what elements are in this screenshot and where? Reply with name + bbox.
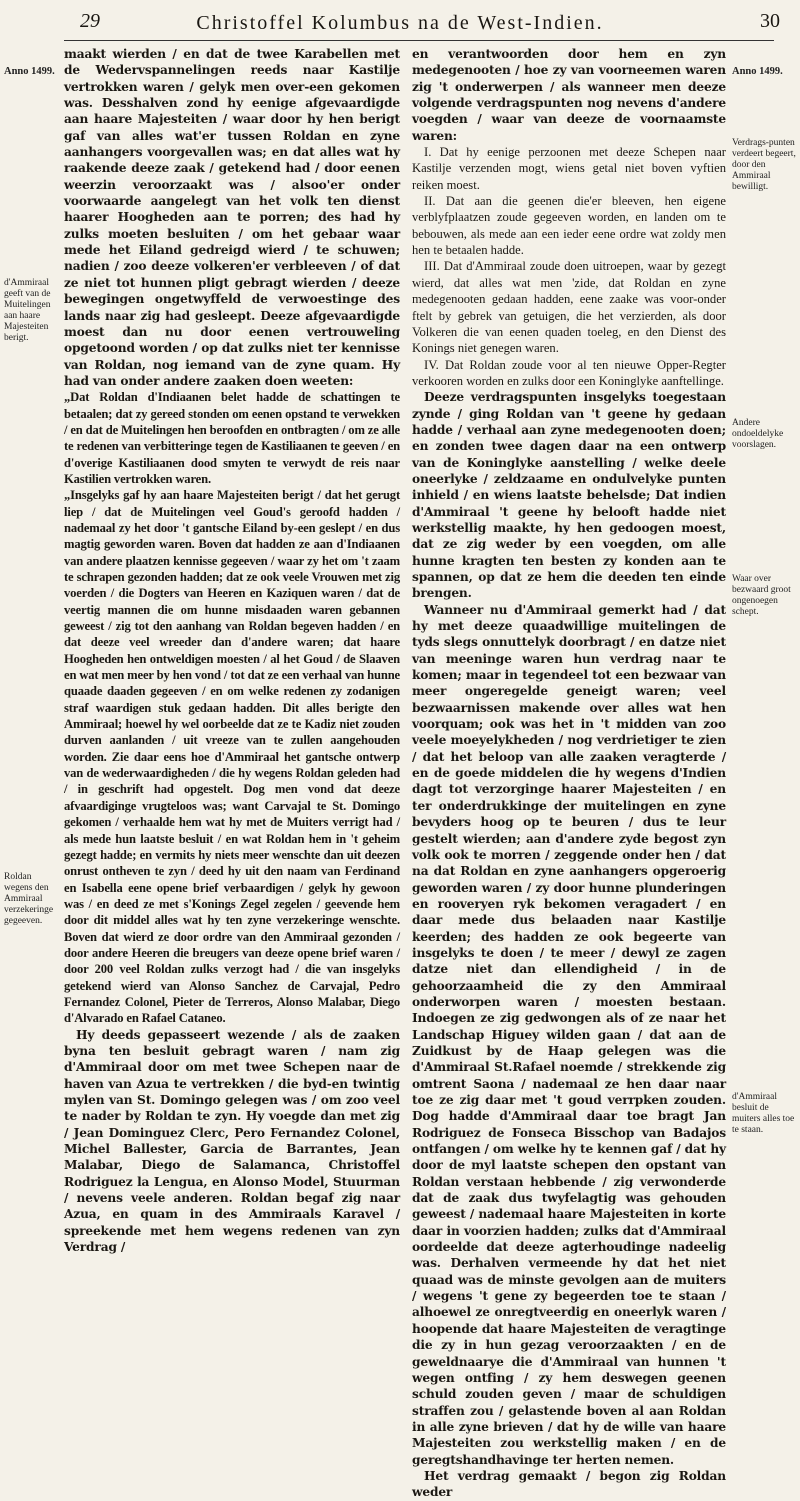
margin-note-left-2: Roldan wegens den Ammiraal verzekeringe gegeeven. [4,872,54,926]
margin-note-right-2: Andere ondoeldelyke voorslagen. [732,418,784,450]
right-paragraph: en verantwoorden door hem en zyn medegenooten / hoe zy van voorneemen waren zig 't onderwerpen / als wanneer men deeze volgende verdragspunten nog nevens d'andere voegden / waar van deeze de voornaamste waren: [412,47,726,143]
running-title: Christoffel Kolumbus na de West-Indien. [196,12,604,34]
margin-note-right-3: Waar over bezwaard groot ongenoegen schept. [732,574,791,617]
right-paragraph: Deeze verdragspunten insgelyks toegestaan zynde / ging Roldan van 't geene hy gedaan hadde / verhaal aan zyne medegenooten doen; en zonden twee dagen daar na een ontwerp van de Koninglyke aanstelling / welke deele oneerlyke / zeldzaame en ondulvelyke punten inhield / en wiens laatste behelsde; Dat indien d'Ammiraal 't geene hy belooft hadde niet werkstellig maakte, hy hen gedoogen moest, dat ze zig weder by een voegden, om alle hunne kragten ten besten zy konden aan te spannen, op dat ze hem die deeden ten einde brengen. [412,390,726,601]
margin-note-right-1: Verdrags-punten verdeert begeert, door den Ammiraal bewilligt. [732,138,796,192]
article-3: III. Dat d'Ammiraal zoude doen uitroepen, waar by gezegt wierd, dat alles wat men 'zide, dat Roldan en zyne medegenooten gedaan hadden, eene zaake was voor-onder ftelt by gebrek van getuigen, die het verzierden, als door Volkeren die van eenen quaden toeleg, en den Dienst des Konings niet genegen waren. [412,259,726,356]
margin-note-left-1: d'Ammiraal geeft van de Muitelingen aan haare Majesteiten berigt. [4,278,51,343]
header-rule [64,40,774,41]
left-paragraph: maakt wierden / en dat de twee Karabellen met de Wedervspannelingen reeds naar Kastilje vertrokken waren / gelyk men over-een gekomen was. Desshalven zond hy eenige afgevaardigde aan haare Majesteiten / waar door hy hen berigt gaf van alles wat'er tussen Roldan en zyne aanhangers voorgevallen was; en dat alles wat hy raakende deeze zaak / getekend had / door eenen weerzin veroorzaakt was / alsoo'er onder voorwaarde aangelegt van het volk ten dienst haarer Hoogheden aan te porren; des had hy zulks moeten besluiten / om het gebaar waar mede het Eiland gedreigd wierd / te schuwen; nadien / zoo deeze volkeren'er verbleeven / of dat ze niet tot hunnen pligt gebragt wierden / deeze bewegingen ongetwyffeld de verwoestinge des lands naar zig had gesleept. Deeze afgevaardigde moest dan nu door eenen vertrouweling opgetoond worden / op dat zulks niet ter kennisse van Roldan, nog iemand van de zyne quam. Hy had van onder andere zaaken doen weeten: [64,47,400,388]
running-header [0,8,800,38]
left-paragraph: „Insgelyks gaf hy aan haare Majesteiten berigt / dat het gerugt liep / dat de Muitelingen veel Goud's geroofd hadden / nademaal zy het door 't gantsche Eiland by-een geslept / en dus magtig geworden waren. Boven dat hadden ze aan d'Indiaanen van andere plaatzen kennisse gegeeven / waar zy het om 't zaam te schrapen gezonden hadden; dat ze ook veele Vrouwen met zig voerden / die Dogters van Heeren en Kaziquen waren / dat de veertig mannen die om hunne misdaaden waren gebannen geweest / zig tot den aanhang van Roldan begeven hadden / en dat deeze veel wreeder dan d'andere waren; dat haare Hoogheden hen ontweldigen moesten / al het Goud / de Slaaven en wat men meer by hen vond / tot dat ze een verhaal van hunne quaade daaden gegeeven / en om welke redenen zy zodanigen straf waardigen stuk gedaan hadden. Dit alles berigte den Ammiraal; hoewel hy wel oorbeelde dat ze te Kadiz niet zouden durven aanlanden / uit vreeze van te zullen aangehouden worden. Zie daar eens hoe d'Ammiraal het gantsche ontwerp van de wederwaardigheden / die hy wegens Roldan geleden had / in geschrift had opgestelt. Dog men vond dat deeze afvaardiginge vrugteloos was; want Carvajal te St. Domingo gekomen / verhaalde hem wat hy met de Muiters verrigt had / als mede hun laatste besluit / en wat Roldan hem in 't geheim gezegt hadde; en vermits hy niets meer wenschte dan uit deezen onrust ontheven te zyn / deed hy uit den naam van Ferdinand en Isabella eene opene brief verbaardigen / gelyk hy gewoon was / en deed ze met s'Konings Zegel zegelen / geevende hem door dit middel alles wat hy ten zyne verzekeringe wenschte. Boven dat wierd ze door ordre van den Ammiraal gezonden / door andere Heeren die breugers van deeze opene brief waren / door 200 veel Roldan zulks verzogt had / die van insgelyks getekend wierd van Alonso Sanchez de Carvajal, Pedro Fernandez Colonel, Pieter de Terreros, Alonso Malabar, Diego d'Alvarado en Rafael Cataneo. [64,488,400,1026]
article-4: IV. Dat Roldan zoude voor al ten nieuwe Opper-Regter verkooren worden en zulks door een Koninglyke aanftellinge. [412,357,726,388]
margin-year-right-text: Anno 1499. [732,66,783,77]
article-1: I. Dat hy eenige perzoonen met deeze Schepen naar Kastilje verzenden mogt, wiens getal niet boven vyftien reiken moest. [412,145,726,192]
article-2: II. Dat aan die geenen die'er bleeven, hen eigene verblyfplaatzen zoude gegeeven worden, en landen om te bebouwen, als mede aan een ieder eene ordre wat zoldy men hen te betaalen hadde. [412,194,726,258]
page-number-left: 29 [80,10,100,32]
margin-year-left-text: Anno 1499. [4,66,55,77]
right-text-column [412,46,726,1500]
left-paragraph: Hy deeds gepasseert wezende / als de zaaken byna ten besluit gebragt waren / nam zig d'Ammiraal door om met twee Schepen naar de haven van Azua te vertrekken / die byd-en twintig mylen van St. Domingo gelegen was / om zoo veel te nader by Roldan te zyn. Hy voegde dan met zig / Jean Dominguez Clerc, Pero Fernandez Colonel, Michel Ballester, Garcia de Barrantes, Jean Malabar, Diego de Salamanca, Christoffel Rodriguez la Lengua, en Alonso Model, Stuurman / nevens veele anderen. Roldan begaf zig naar Azua, en quam in des Ammiraals Karavel / spreekende met hem wegens redenen van zyn Verdrag / [64,1027,400,1255]
left-text-column [64,46,400,1285]
margin-year-right [732,66,796,78]
left-paragraph: „Dat Roldan d'Indiaanen belet hadde de schattingen te betaalen; dat zy gereed stonden om eenen opstand te verwekken / en dat de Muitelingen hen beroofden en ontbragten / om ze alle te redenen van verbitteringe tegen de Kastiliaanen te geeven / en d'overige Kastiliaanen dood smyten te verwydt de reis naar Kastilien vertrokken waren. [64,390,400,486]
right-paragraph: Het verdrag gemaakt / begon zig Roldan weder [412,1468,726,1500]
right-paragraph: Wanneer nu d'Ammiraal gemerkt had / dat hy met deeze quaadwillige muitelingen de tyds slegs onnuttelyk doorbragt / en datze niet van meeninge waren hun verdrag naar te komen; maar in tegendeel tot een bezwaar van meer ongeregelde geneigt waren; veel bezwaarnissen makende over alles wat hen voorquam; ook was het in 't midden van zoo veele moeyelykheden / nog verdrietiger te zien / dat het beloop van alle zaaken veragterde / en de goede middelen die hy wegens d'Indien dagt tot verzorginge haarer Majesteiten / en ter onderdrukkinge der muitelingen en zyne bevyders hoog op te beuren / dus te leur gestelt wierden; aan d'andere zyde begost zyn volk ook te morren / zeggende onder hen / dat na dat Roldan en zyne aanhangers opgeroerig geworden waren / zy door hunne plunderingen en rooveryen ryk bekomen veragadert / en daar mede dus belaaden naar Kastilje keerden; des hadden ze ook begeerte van insgelyks te doen / te meer / dewyl ze zagen datze niet dan ellendigheid / in de gehoorzaamheid die zy den Ammiraal onderworpen waren / moesten bestaan. Indoegen ze zig gedwongen als of ze naar het Landschap Higuey wilden gaan / dat aan de Zuidkust by de Haap gelegen was die d'Ammiraal St.Rafael noemde / strekkende zig omtrent Saona / nademaal ze hen daar naar toe ze zig daar met 't goud verrpken zouden. Dog hadde d'Ammiraal daar toe bragt Jan Rodriguez de Fonseca Bisschop van Badajos ontfangen / om welke hy te kennen gaf / dat hy door de myl laatste schepen den opstant van Roldan verstaan hebbende / zig verwonderde dat de zaak dus twyfelagtig was gehouden geweest / nademaal haare Majesteiten in korte daar in voorzien hadden; zulks dat d'Ammiraal oordeelde dat deeze agterhoudinge nadeelig was. Derhalven vermeende hy dat het niet quaad was de minste gevolgen aan de muiters / wegens 't gene zy begeerden toe te staan / alhoewel ze onregtveerdig en oneerlyk waren / hoopende dat haare Majesteiten de veragtinge die zy in hun gezag veroorzaakten / en de geweldnaarye die d'Ammiraal van hunnen 't wegen ontfing / zy hem deswegen geenen schuld zouden geven / maar de schuldigen straffen zou / gelastende boven al aan Roldan in alle zyne brieven / dat hy de wille van haare Majesteiten zou werkstellig maken / en de geregtshandhavinge ter herten nemen. [412,602,726,1467]
page-number-right: 30 [760,10,780,32]
margin-note-right-4: d'Ammiraal besluit de muiters alles toe te staan. [732,1092,795,1135]
margin-year-left [4,66,60,78]
